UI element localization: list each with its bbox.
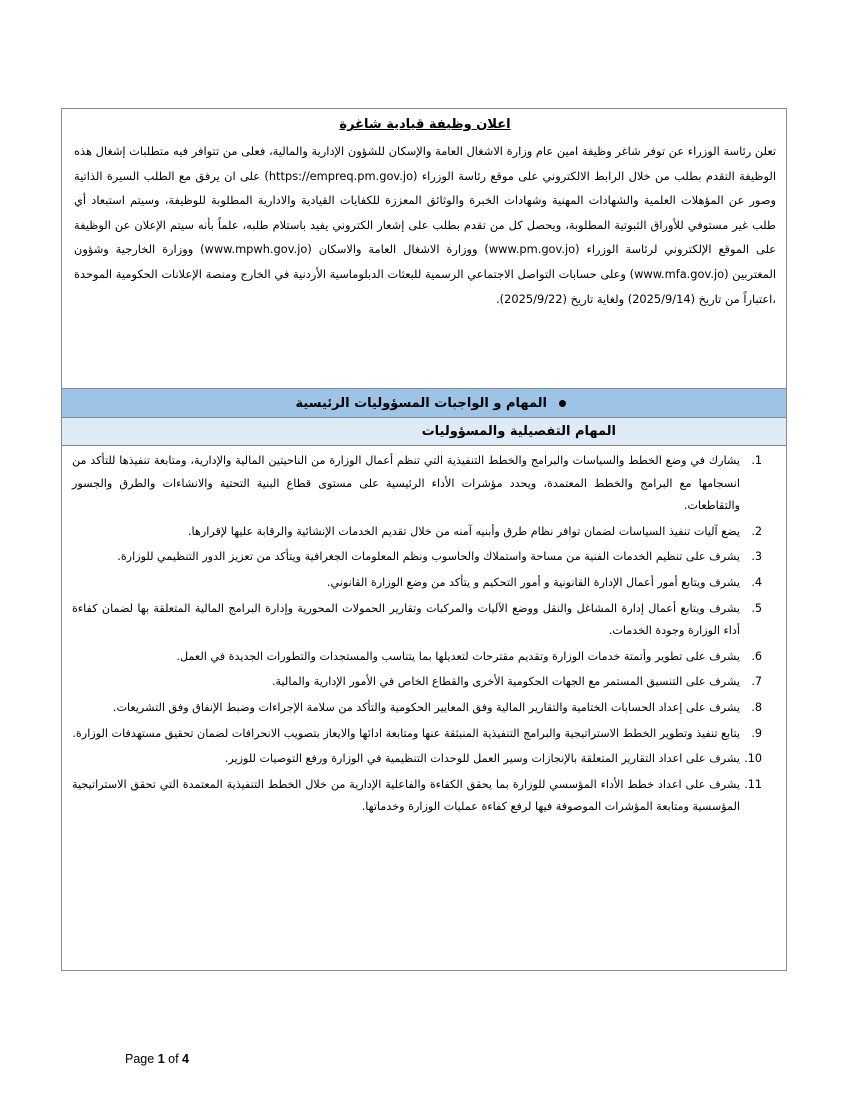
item-text: يشرف على اعداد خطط الأداء المؤسسي للوزارة بما يحقق الكفاءة والفاعلية الإدارية من خلال الخطط التنفيذية المعتمدة التي تحقق الاستراتيجية المؤسسية ومتابعة المؤشرات الموصوفة فيها لرفع كفاءة عمليات الوزارة وخدماتها. xyxy=(72,777,740,814)
list-item xyxy=(72,546,774,569)
list-item xyxy=(72,774,774,819)
item-text: يتابع تنفيذ وتطوير الخطط الاستراتيجية والبرامج التنفيذية المنبثقة عنها ومتابعة ادائها والايعاز بتصويب الانحرافات لضمان تحقيق مستهدفات الوزارة. xyxy=(72,726,740,740)
item-number: 7. xyxy=(751,675,762,689)
sub-heading: المهام التفصيلية والمسؤوليات xyxy=(62,418,786,446)
list-item xyxy=(72,598,774,643)
item-number: 1. xyxy=(751,454,762,467)
list-item xyxy=(72,748,774,771)
list-item xyxy=(72,521,774,544)
page-footer xyxy=(125,1052,189,1066)
announcement-title: اعلان وظيفة قيادية شاغرة xyxy=(339,117,511,132)
page-total: 4 xyxy=(182,1052,189,1066)
item-text: يشرف على إعداد الحسابات الختامية والتقارير المالية وفق المعايير الحكومية والتأكد من سلامة الإجراءات وضبط الإنفاق وفق التشريعات. xyxy=(112,700,740,714)
list-item xyxy=(72,697,774,720)
item-number: 9. xyxy=(751,726,762,740)
item-text: يشرف على التنسيق المستمر مع الجهات الحكومية الأخرى والقطاع الخاص في الأمور الإدارية والمالية. xyxy=(272,675,740,689)
list-item xyxy=(72,646,774,669)
item-number: 4. xyxy=(751,575,762,589)
announcement-body: تعلن رئاسة الوزراء عن توفر شاغر وظيفة امين عام وزارة الاشغال العامة والإسكان للشؤون الإدارية والمالية، فعلى من تتوافر فيه متطلبات إشغال هذه الوظيفة التقدم بطلب من خلال الرابط الالكتروني على موقع رئاسة الوزراء (https://empreq.pm.gov.jo) على ان يرفق مع الطلب السيرة الذاتية وصور عن المؤهلات العلمية والشهادات المهنية وشهادات الخبرة والوثائق المعززة للكفايات القيادية والادارية المطلوبة للوظيفة، وسيتم استبعاد أي طلب غير مستوفي للأوراق الثبوتية المطلوبة، ويحصل كل من تقدم بطلب على إشعار الكتروني يفيد باستلام طلبه، علماً بأنه سيتم الإعلان عن الوظيفة على الموقع الإلكتروني لرئاسة الوزراء (www.pm.gov.jo) ووزارة الاشغال العامة والاسكان (www.mpwh.gov.jo) ووزارة الخارجية وشؤون المغتربين (www.mfa.gov.jo) وعلى حسابات التواصل الاجتماعي الرسمية للبعثات الدبلوماسية الأردنية في الخارج ومنصة الإعلانات الحكومية الموحدة ،اعتباراً من تاريخ (2025/9/14) ولغاية تاريخ (2025/9/22). xyxy=(74,144,777,306)
page-number: 1 xyxy=(157,1052,165,1066)
item-number: 5. xyxy=(751,601,762,615)
section-heading xyxy=(62,389,786,418)
intro-cell xyxy=(62,109,786,389)
bullet-icon xyxy=(559,400,566,407)
item-text: يشرف ويتابع أمور أعمال الإدارة القانونية و أمور التحكيم و يتأكد من وضع الوزارة القانوني. xyxy=(326,575,740,589)
job-announcement-table xyxy=(61,108,787,971)
item-number: 3. xyxy=(751,550,762,564)
item-text: يضع آليات تنفيذ السياسات لضمان توافر نظام طرق وأبنيه آمنه من خلال تقديم الخدمات الإنشائية والرقابة عليها لإقرارها. xyxy=(187,524,740,538)
item-number: 11. xyxy=(744,777,762,791)
list-item xyxy=(72,572,774,595)
section-heading-text: المهام و الواجبات المسؤوليات الرئيسية xyxy=(295,396,547,411)
item-number: 10. xyxy=(744,752,762,766)
of-label: of xyxy=(168,1052,179,1066)
item-text: يشرف على تنظيم الخدمات الفنية من مساحة واستملاك والحاسوب ونظم المعلومات الجغرافية ويتأكد من تعزيز الدور التنظيمي للوزارة. xyxy=(117,550,740,564)
item-number: 6. xyxy=(751,649,762,663)
item-text: يشارك في وضع الخطط والسياسات والبرامج والخطط التنفيذية التي تنظم أعمال الوزارة من الناحيتين المالية والإدارية، ومتابعة تنفيذها للتأكد من انسجامها مع البرامج والخطط المعتمدة، ويحدد مؤشرات الأداء الرئيسية على مستوى قطاع البنية التحتية والانشاءات والطرق والجسور والتقاطعات. xyxy=(72,454,740,513)
duties-list xyxy=(62,446,786,970)
item-text: يشرف على اعداد التقارير المتعلقة بالإنجازات وسير العمل للوحدات التنظيمية في الوزارة ورفع التوصيات للوزير. xyxy=(224,752,740,766)
item-text: يشرف ويتابع أعمال إدارة المشاغل والنقل ووضع الآليات والمركبات وتقارير الحمولات المحورية وإدارة البرامج المالية المتعلقة بها لضمان كفاءة أداء الوزارة وجودة الخدمات. xyxy=(72,601,740,638)
item-text: يشرف على تطوير وأتمتة خدمات الوزارة وتقديم مقترحات لتعديلها بما يتناسب والمستجدات والتطورات الجديدة في العمل. xyxy=(176,649,740,663)
item-number: 2. xyxy=(751,524,762,538)
page-label: Page xyxy=(125,1052,155,1066)
list-item xyxy=(72,450,774,518)
list-item xyxy=(72,671,774,694)
list-item xyxy=(72,723,774,746)
item-number: 8. xyxy=(751,700,762,714)
